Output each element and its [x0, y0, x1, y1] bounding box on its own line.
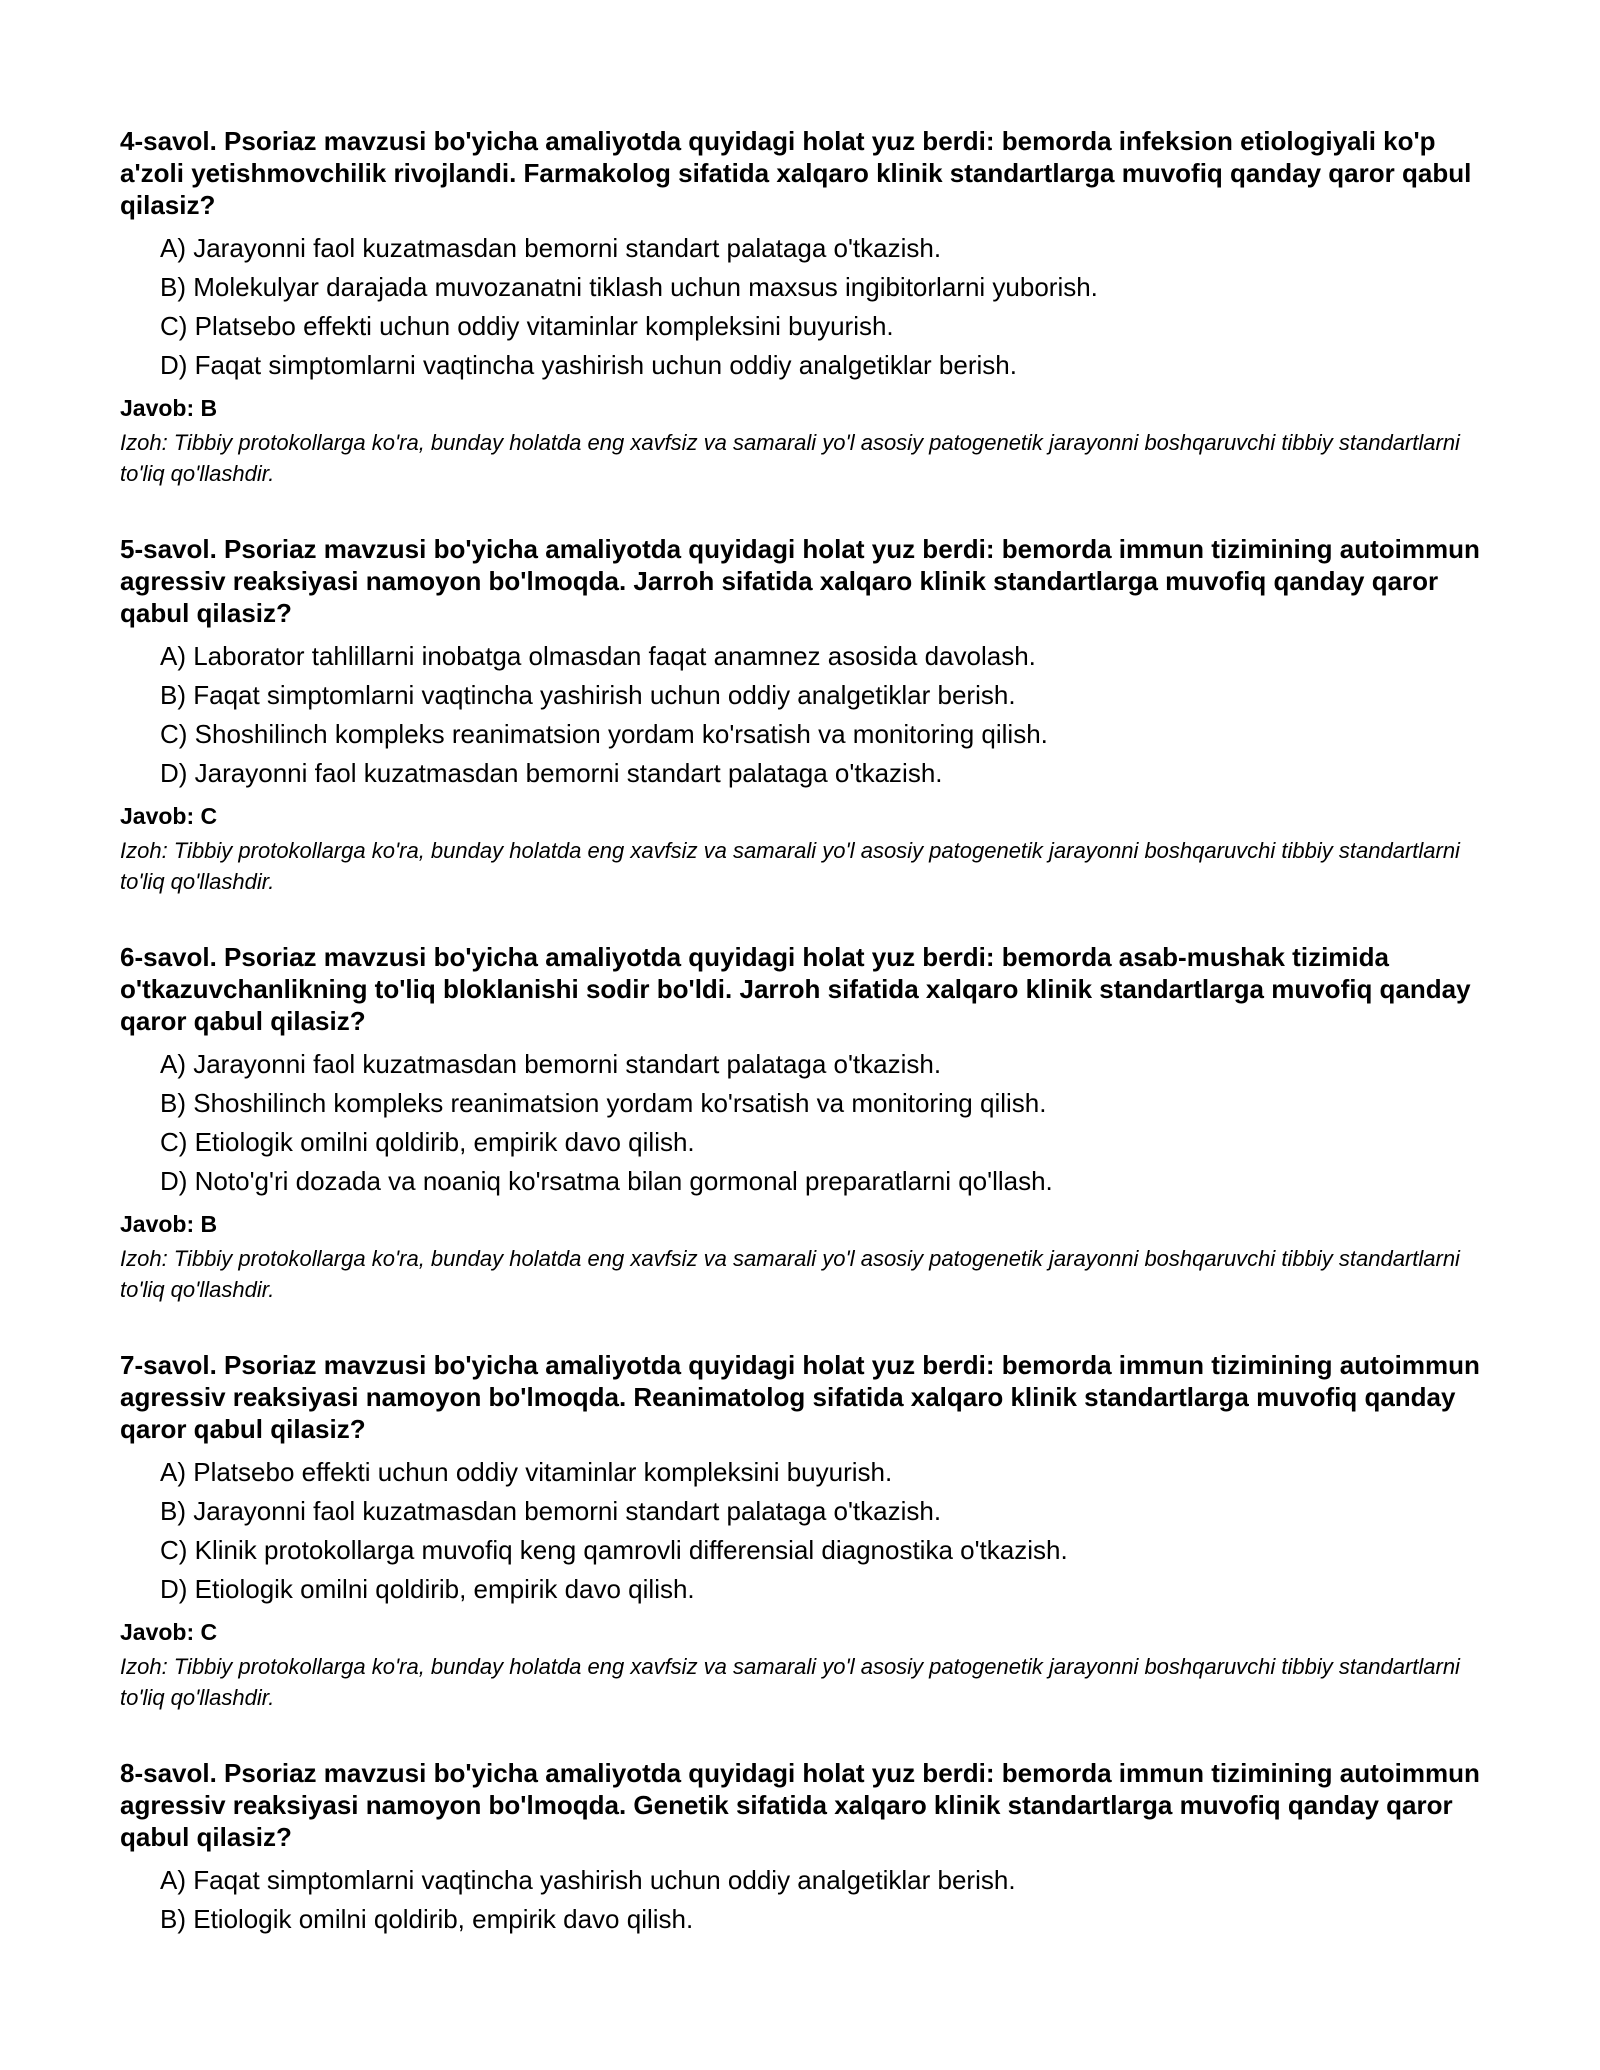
- document-content: [120, 125, 1490, 1983]
- option-c: C) Shoshilinch kompleks reanimatsion yordam ko'rsatish va monitoring qilish.: [160, 719, 1048, 749]
- explanation-text: Izoh: Tibbiy protokollarga ko'ra, bunday holatda eng xavfsiz va samarali yo'l asosiy patogenetik jarayonni boshqaruvchi tibbiy standartlarni to'liq qo'llashdir.: [120, 1654, 1460, 1710]
- option-list: [120, 1861, 1490, 1939]
- explanation-text: Izoh: Tibbiy protokollarga ko'ra, bunday holatda eng xavfsiz va samarali yo'l asosiy patogenetik jarayonni boshqaruvchi tibbiy standartlarni to'liq qo'llashdir.: [120, 430, 1460, 486]
- option-a: A) Faqat simptomlarni vaqtincha yashirish uchun oddiy analgetiklar berish.: [160, 1865, 1016, 1895]
- option-a: A) Jarayonni faol kuzatmasdan bemorni standart palataga o'tkazish.: [160, 233, 942, 263]
- answer-label: Javob: B: [120, 1211, 218, 1237]
- option-a: A) Laborator tahlillarni inobatga olmasdan faqat anamnez asosida davolash.: [160, 641, 1036, 671]
- option-d: D) Noto'g'ri dozada va noaniq ko'rsatma bilan gormonal preparatlarni qo'llash.: [160, 1166, 1053, 1196]
- question-block-7: [120, 1349, 1490, 1713]
- question-title: 8-savol. Psoriaz mavzusi bo'yicha amaliyotda quyidagi holat yuz berdi: bemorda immun tizimining autoimmun agressiv reaksiyasi namoyon bo'lmoqda. Genetik sifatida xalqaro klinik standartlarga muvofiq qanday qaror qabul qilasiz?: [120, 1758, 1480, 1852]
- option-b: B) Etiologik omilni qoldirib, empirik davo qilish.: [160, 1904, 694, 1934]
- question-block-6: [120, 941, 1490, 1305]
- option-b: B) Faqat simptomlarni vaqtincha yashirish uchun oddiy analgetiklar berish.: [160, 680, 1016, 710]
- option-d: D) Etiologik omilni qoldirib, empirik davo qilish.: [160, 1574, 695, 1604]
- explanation-text: Izoh: Tibbiy protokollarga ko'ra, bunday holatda eng xavfsiz va samarali yo'l asosiy patogenetik jarayonni boshqaruvchi tibbiy standartlarni to'liq qo'llashdir.: [120, 1246, 1460, 1302]
- question-block-5: [120, 533, 1490, 897]
- question-title: 5-savol. Psoriaz mavzusi bo'yicha amaliyotda quyidagi holat yuz berdi: bemorda immun tizimining autoimmun agressiv reaksiyasi namoyon bo'lmoqda. Jarroh sifatida xalqaro klinik standartlarga muvofiq qanday qaror qabul qilasiz?: [120, 534, 1480, 628]
- option-list: [120, 1045, 1490, 1201]
- question-title: 7-savol. Psoriaz mavzusi bo'yicha amaliyotda quyidagi holat yuz berdi: bemorda immun tizimining autoimmun agressiv reaksiyasi namoyon bo'lmoqda. Reanimatolog sifatida xalqaro klinik standartlarga muvofiq qanday qaror qabul qilasiz?: [120, 1350, 1480, 1444]
- question-block-8: [120, 1757, 1490, 1939]
- option-d: D) Faqat simptomlarni vaqtincha yashirish uchun oddiy analgetiklar berish.: [160, 350, 1017, 380]
- question-title: 6-savol. Psoriaz mavzusi bo'yicha amaliyotda quyidagi holat yuz berdi: bemorda asab-mushak tizimida o'tkazuvchanlikning to'liq bloklanishi sodir bo'ldi. Jarroh sifatida xalqaro klinik standartlarga muvofiq qanday qaror qabul qilasiz?: [120, 942, 1471, 1036]
- option-a: A) Jarayonni faol kuzatmasdan bemorni standart palataga o'tkazish.: [160, 1049, 942, 1079]
- option-list: [120, 1453, 1490, 1609]
- answer-label: Javob: C: [120, 803, 218, 829]
- option-d: D) Jarayonni faol kuzatmasdan bemorni standart palataga o'tkazish.: [160, 758, 943, 788]
- option-c: C) Klinik protokollarga muvofiq keng qamrovli differensial diagnostika o'tkazish.: [160, 1535, 1068, 1565]
- question-title: 4-savol. Psoriaz mavzusi bo'yicha amaliyotda quyidagi holat yuz berdi: bemorda infeksion etiologiyali ko'p a'zoli yetishmovchilik rivojlandi. Farmakolog sifatida xalqaro klinik standartlarga muvofiq qanday qaror qabul qilasiz?: [120, 126, 1472, 220]
- option-b: B) Shoshilinch kompleks reanimatsion yordam ko'rsatish va monitoring qilish.: [160, 1088, 1047, 1118]
- explanation-text: Izoh: Tibbiy protokollarga ko'ra, bunday holatda eng xavfsiz va samarali yo'l asosiy patogenetik jarayonni boshqaruvchi tibbiy standartlarni to'liq qo'llashdir.: [120, 838, 1460, 894]
- option-a: A) Platsebo effekti uchun oddiy vitaminlar kompleksini buyurish.: [160, 1457, 893, 1487]
- answer-label: Javob: B: [120, 395, 218, 421]
- option-b: B) Molekulyar darajada muvozanatni tiklash uchun maxsus ingibitorlarni yuborish.: [160, 272, 1098, 302]
- option-c: C) Etiologik omilni qoldirib, empirik davo qilish.: [160, 1127, 695, 1157]
- answer-label: Javob: C: [120, 1619, 218, 1645]
- option-c: C) Platsebo effekti uchun oddiy vitaminlar kompleksini buyurish.: [160, 311, 894, 341]
- option-list: [120, 229, 1490, 385]
- question-block-4: [120, 125, 1490, 489]
- option-b: B) Jarayonni faol kuzatmasdan bemorni standart palataga o'tkazish.: [160, 1496, 942, 1526]
- option-list: [120, 637, 1490, 793]
